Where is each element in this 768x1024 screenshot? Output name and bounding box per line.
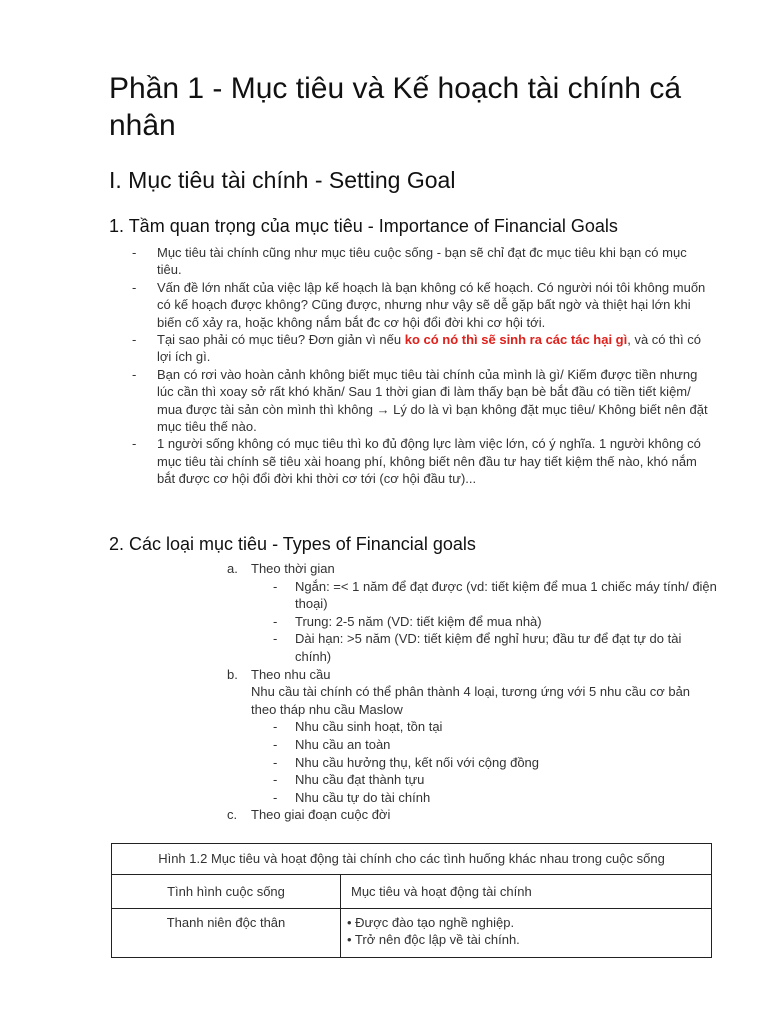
goal-types [227, 560, 717, 824]
bullet-dash: - [273, 754, 278, 770]
bullet-dash: - [273, 719, 278, 735]
list-item-text: Vấn đề lớn nhất của việc lập kế hoạch là bạn không có kế hoạch. Có người nói tôi không muốn có kế hoạch được không? Cũng được, nhưng như vậy sẽ dễ gặp bất ngờ và thiệt hại lớn khi biến cố xảy ra, hoặc không nắm bắt đc cơ hội đổi đời khi cơ hội tới. [157, 279, 706, 330]
type-c [227, 806, 717, 824]
list-item [132, 331, 712, 366]
alpha-marker: a. [227, 561, 238, 576]
list-item-text: Nhu cầu an toàn [295, 736, 391, 752]
bullet-dash: - [132, 279, 137, 295]
list-item [227, 736, 717, 754]
bullet-dash: - [132, 245, 137, 260]
list-item-text: Trung: 2-5 năm (VD: tiết kiệm để mua nhà) [295, 613, 542, 629]
highlighted-text: ko có nó thì sẽ sinh ra các tác hại gì [404, 332, 628, 348]
page-title: Phần 1 - Mục tiêu và Kế hoạch tài chính cá nhân [109, 72, 682, 142]
type-a-label: Theo thời gian [251, 561, 335, 576]
table-caption-row [112, 844, 712, 875]
goal-line: • Trở nên độc lập về tài chính. [347, 932, 520, 947]
list-item [227, 578, 717, 613]
list-item-text-after: , và có thì có lợi ích gì. [157, 332, 701, 365]
list-item [227, 771, 717, 789]
needs-list [227, 718, 717, 806]
time-goals-list [227, 578, 717, 666]
subsection-heading-importance: 1. Tầm quan trọng của mục tiêu - Importance of Financial Goals [109, 216, 618, 236]
list-item-text: Nhu cầu sinh hoạt, tồn tại [295, 719, 443, 735]
bullet-dash: - [132, 332, 137, 348]
list-item-text: Mục tiêu tài chính cũng như mục tiêu cuộc sống - bạn sẽ chỉ đạt đc mục tiêu khi bạn có mục tiêu. [157, 245, 687, 278]
type-b-label: Theo nhu cầu [251, 666, 331, 682]
subsection-heading-types: 2. Các loại mục tiêu - Types of Financial goals [109, 534, 476, 554]
list-item [132, 435, 712, 487]
list-item-text-before: Tại sao phải có mục tiêu? Đơn giản vì nếu [157, 332, 405, 348]
life-situations-table [111, 843, 712, 958]
list-item-text: Nhu cầu đạt thành tựu [295, 772, 425, 788]
list-item [132, 366, 712, 436]
cell-situation: Thanh niên độc thân [112, 909, 341, 958]
table-row [112, 909, 712, 958]
goal-line: • Được đào tạo nghề nghiệp. [347, 915, 515, 930]
alpha-marker: b. [227, 666, 238, 682]
bullet-dash: - [273, 789, 278, 805]
bullet-dash: - [273, 578, 278, 594]
importance-list [132, 244, 712, 488]
bullet-dash: - [132, 366, 137, 382]
list-item-text: Ngắn: =< 1 năm để đạt được (vd: tiết kiệm để mua 1 chiếc máy tính/ điện thoại) [295, 578, 717, 612]
list-item [132, 244, 712, 279]
list-item [227, 789, 717, 807]
list-item [227, 630, 717, 665]
bullet-dash: - [273, 736, 278, 752]
bullet-dash: - [273, 631, 278, 647]
needs-paragraph: Nhu cầu tài chính có thể phân thành 4 loại, tương ứng với 5 nhu cầu cơ bản theo tháp nhu cầu Maslow [251, 684, 691, 717]
table-caption: Hình 1.2 Mục tiêu và hoạt động tài chính cho các tình huống khác nhau trong cuộc sống [112, 844, 712, 875]
section-heading: I. Mục tiêu tài chính - Setting Goal [109, 167, 456, 193]
list-item-text: Bạn có rơi vào hoàn cảnh không biết mục tiêu tài chính của mình là gì/ Kiếm được tiền nhưng lúc cần thì xoay sở rất khó khăn/ Sau 1 thời gian đi làm thấy bạn bè bắt đầu có tiền tiết kiệm/ mua được tài sản còn mình thì không → Lý do là vì bạn không đặt mục tiêu/ Không biết nên đặt mục tiêu thế nào. [157, 366, 708, 435]
cell-goals [341, 909, 712, 958]
alpha-marker: c. [227, 807, 238, 823]
header-situation: Tình hình cuộc sống [112, 875, 341, 909]
list-item-text: 1 người sống không có mục tiêu thì ko đủ động lực làm việc lớn, có ý nghĩa. 1 người không có mục tiêu tài chính sẽ tiêu xài hoang phí, không biết nên đầu tư hay tiết kiệm thế nào, khó nắm bắt được cơ hội đổi đời khi thời cơ tới (cơ hội đầu tư)... [157, 436, 701, 487]
bullet-dash: - [132, 436, 137, 452]
type-a [227, 560, 717, 578]
bullet-dash: - [273, 772, 278, 788]
list-item-text: Dài hạn: >5 năm (VD: tiết kiệm để nghỉ hưu; đầu tư để đạt tự do tài chính) [295, 631, 682, 664]
list-item [132, 279, 712, 331]
type-b [227, 666, 717, 684]
bullet-dash: - [273, 613, 278, 629]
type-c-label: Theo giai đoạn cuộc đời [251, 807, 391, 823]
table-header-row [112, 875, 712, 909]
list-item [227, 613, 717, 631]
list-item [227, 718, 717, 736]
list-item [227, 754, 717, 772]
list-item-text: Nhu cầu hưởng thụ, kết nối với cộng đồng [295, 754, 540, 770]
list-item-text: Nhu cầu tự do tài chính [295, 789, 431, 805]
header-goals: Mục tiêu và hoạt động tài chính [341, 875, 712, 909]
